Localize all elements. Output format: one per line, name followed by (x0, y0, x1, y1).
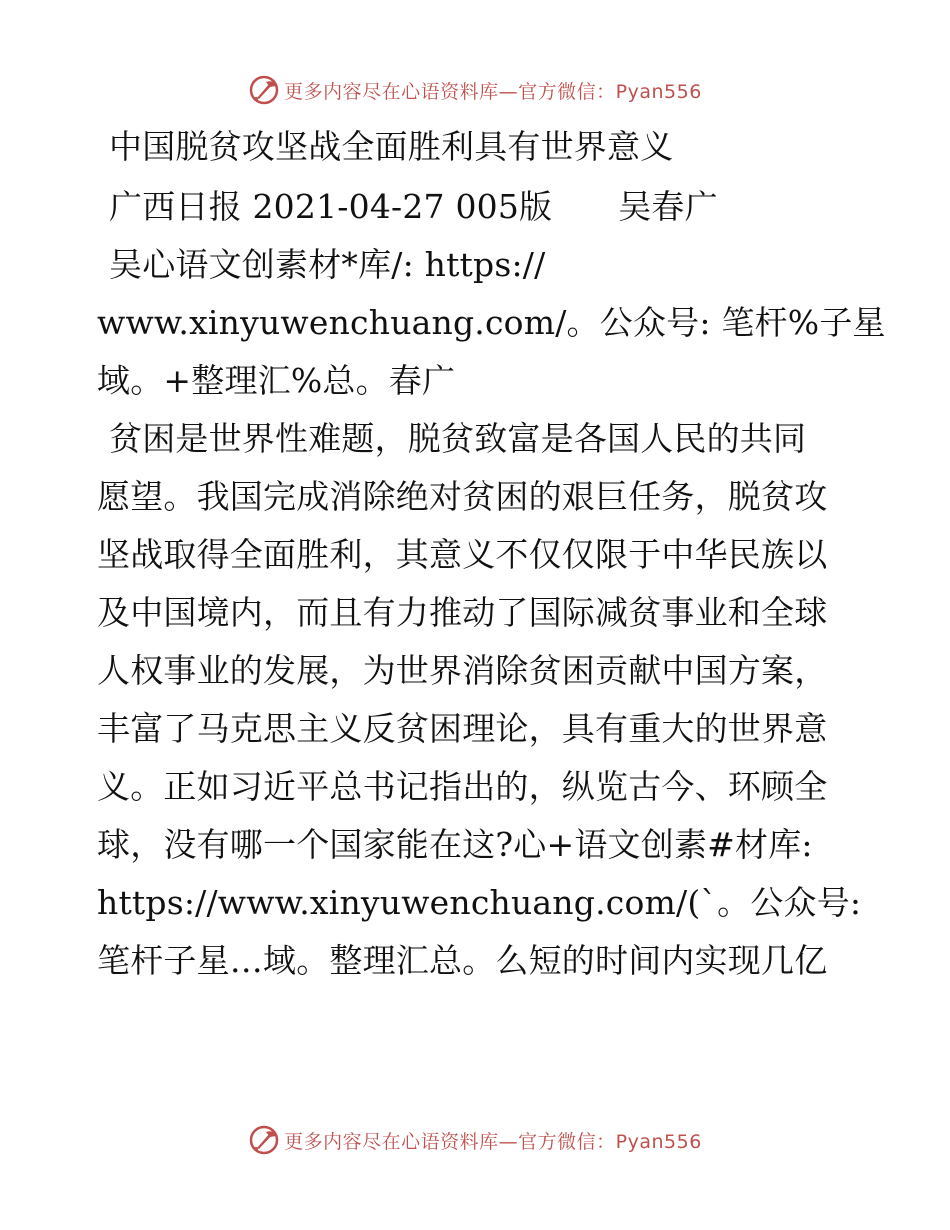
footer-watermark (0, 1120, 950, 1160)
body-line: 球，没有哪一个国家能在这?心+语文创素#材库: (97, 825, 813, 864)
source-note (97, 236, 886, 410)
quill-logo-icon (248, 74, 280, 106)
body-line: 人权事业的发展，为世界消除贫困贡献中国方案， (97, 651, 828, 690)
body-line: 笔杆子星…域。整理汇总。么短的时间内实现几亿 (97, 941, 828, 980)
watermark-group (248, 74, 702, 106)
article-author: 吴春广 (618, 187, 718, 226)
article-byline (109, 178, 857, 236)
body-line: 丰富了马克思主义反贫困理论，具有重大的世界意 (97, 709, 828, 748)
article-title: 中国脱贫攻坚战全面胜利具有世界意义 (109, 127, 674, 166)
note-line: 吴心语文创素材*库/: https:// (109, 245, 546, 284)
body-line: 及中国境内，而且有力推动了国际减贫事业和全球 (97, 593, 828, 632)
note-line: www.xinyuwenchuang.com/。公众号: 笔杆%子星 (97, 303, 886, 342)
wechat-id: Pyan556 (615, 80, 702, 103)
body-line: https://www.xinyuwenchuang.com/(`。公众号: (97, 883, 862, 922)
wechat-id: Pyan556 (615, 1130, 702, 1153)
watermark-text: 更多内容尽在心语资料库—官方微信：Pyan556 (284, 1130, 702, 1153)
body-line: 义。正如习近平总书记指出的，纵览古今、环顾全 (97, 767, 828, 806)
article-body (97, 118, 886, 990)
note-line: 域。+整理汇%总。春广 (97, 361, 456, 400)
watermark-group (248, 1124, 702, 1156)
article-source: 广西日报 2021-04-27 005版 (109, 187, 553, 226)
watermark-text: 更多内容尽在心语资料库—官方微信：Pyan556 (284, 80, 702, 103)
body-line: 贫困是世界性难题，脱贫致富是各国人民的共同 (109, 419, 807, 458)
quill-logo-icon (248, 1124, 280, 1156)
body-line: 愿望。我国完成消除绝对贫困的艰巨任务，脱贫攻 (97, 477, 828, 516)
body-paragraph (97, 410, 862, 990)
header-watermark (0, 70, 950, 110)
body-line: 坚战取得全面胜利，其意义不仅仅限于中华民族以 (97, 535, 828, 574)
